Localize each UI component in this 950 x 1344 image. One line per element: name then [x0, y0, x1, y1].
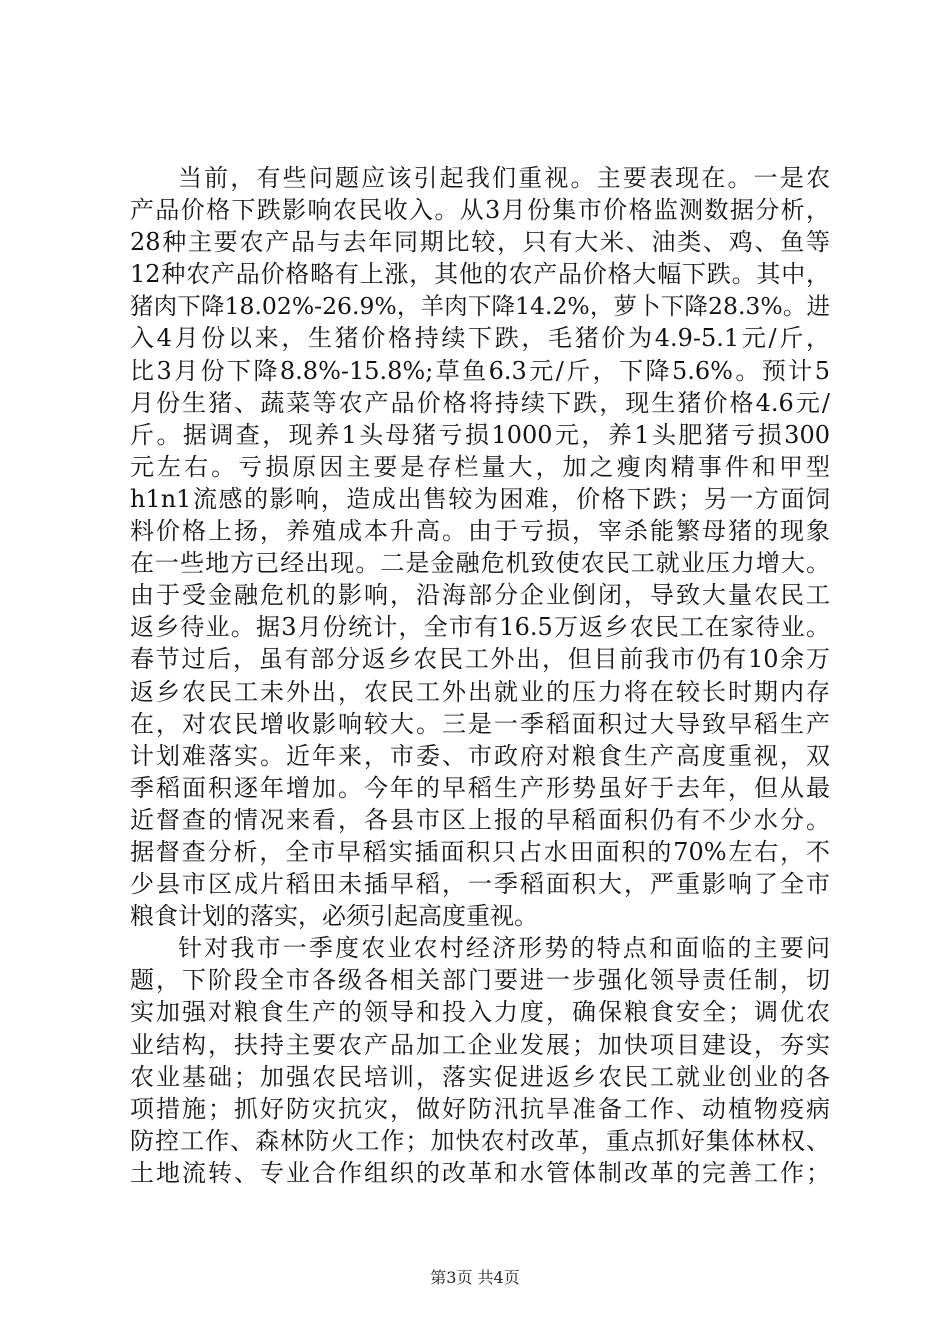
text-line: 春节过后，虽有部分返乡农民工外出，但目前我市仍有10余万	[130, 645, 830, 674]
text-line: 由于受金融危机的影响，沿海部分企业倒闭，导致大量农民工	[130, 581, 830, 610]
text-line: 料价格上扬，养殖成本升高。由于亏损，宰杀能繁母猪的现象	[130, 517, 830, 546]
text-line: 在，对农民增收影响较大。三是一季稻面积过大导致早稻生产	[130, 709, 830, 738]
text-line: 针对我市一季度农业农村经济形势的特点和面临的主要问	[178, 934, 830, 963]
text-line: 防控工作、森林防火工作；加快农村改革，重点抓好集体林权、	[130, 1126, 830, 1155]
text-line: 粮食计划的落实，必须引起高度重视。	[130, 902, 538, 931]
text-line: 据督查分析，全市早稻实插面积只占水田面积的70%左右，不	[130, 837, 830, 866]
text-line: 在一些地方已经出现。二是金融危机致使农民工就业压力增大。	[130, 549, 830, 578]
text-line: 当前，有些问题应该引起我们重视。主要表现在。一是农	[178, 164, 830, 192]
text-line: 猪肉下降18.02%-26.9%，羊肉下降14.2%，萝卜下降28.3%。进	[130, 292, 830, 321]
text-line: h1n1流感的影响，造成出售较为困难，价格下跌；另一方面饲	[130, 484, 830, 513]
text-line: 产品价格下跌影响农民收入。从3月份集市价格监测数据分析，	[130, 196, 830, 225]
text-line: 实加强对粮食生产的领导和投入力度，确保粮食安全；调优农	[130, 998, 830, 1027]
text-line: 题，下阶段全市各级各相关部门要进一步强化领导责任制，切	[130, 966, 830, 995]
text-line: 季稻面积逐年增加。今年的早稻生产形势虽好于去年，但从最	[130, 773, 830, 802]
text-line: 月份生猪、蔬菜等农产品价格将持续下跌，现生猪价格4.6元/	[130, 388, 830, 417]
document-body	[130, 162, 830, 1189]
text-line: 元左右。亏损原因主要是存栏量大，加之瘦肉精事件和甲型	[130, 452, 830, 481]
text-line: 入4月份以来，生猪价格持续下跌，毛猪价为4.9-5.1元/斤，	[130, 324, 830, 353]
text-line: 少县市区成片稻田未插早稻，一季稻面积大，严重影响了全市	[130, 870, 830, 899]
text-line: 土地流转、专业合作组织的改革和水管体制改革的完善工作；	[130, 1158, 830, 1187]
text-line: 业结构，扶持主要农产品加工企业发展；加快项目建设，夯实	[130, 1030, 830, 1059]
text-line: 项措施；抓好防灾抗灾，做好防汛抗旱准备工作、动植物疫病	[130, 1094, 830, 1123]
text-line: 28种主要农产品与去年同期比较，只有大米、油类、鸡、鱼等	[130, 228, 830, 257]
text-line: 返乡农民工未外出，农民工外出就业的压力将在较长时期内存	[130, 677, 830, 706]
paragraph	[130, 162, 830, 932]
text-line: 农业基础；加强农民培训，落实促进返乡农民工就业创业的各	[130, 1062, 830, 1091]
text-line: 返乡待业。据3月份统计，全市有16.5万返乡农民工在家待业。	[130, 613, 830, 642]
text-line: 近督查的情况来看，各县市区上报的早稻面积仍有不少水分。	[130, 805, 830, 834]
text-line: 斤。据调查，现养1头母猪亏损1000元，养1头肥猪亏损300	[130, 420, 830, 449]
text-line: 计划难落实。近年来，市委、市政府对粮食生产高度重视，双	[130, 741, 830, 770]
text-line: 比3月份下降8.8%-15.8%;草鱼6.3元/斤，下降5.6%。预计5	[130, 356, 830, 385]
text-line: 12种农产品价格略有上涨，其他的农产品价格大幅下跌。其中，	[130, 260, 830, 289]
paragraph	[130, 932, 830, 1189]
page-footer: 第3页 共4页	[430, 1268, 520, 1287]
